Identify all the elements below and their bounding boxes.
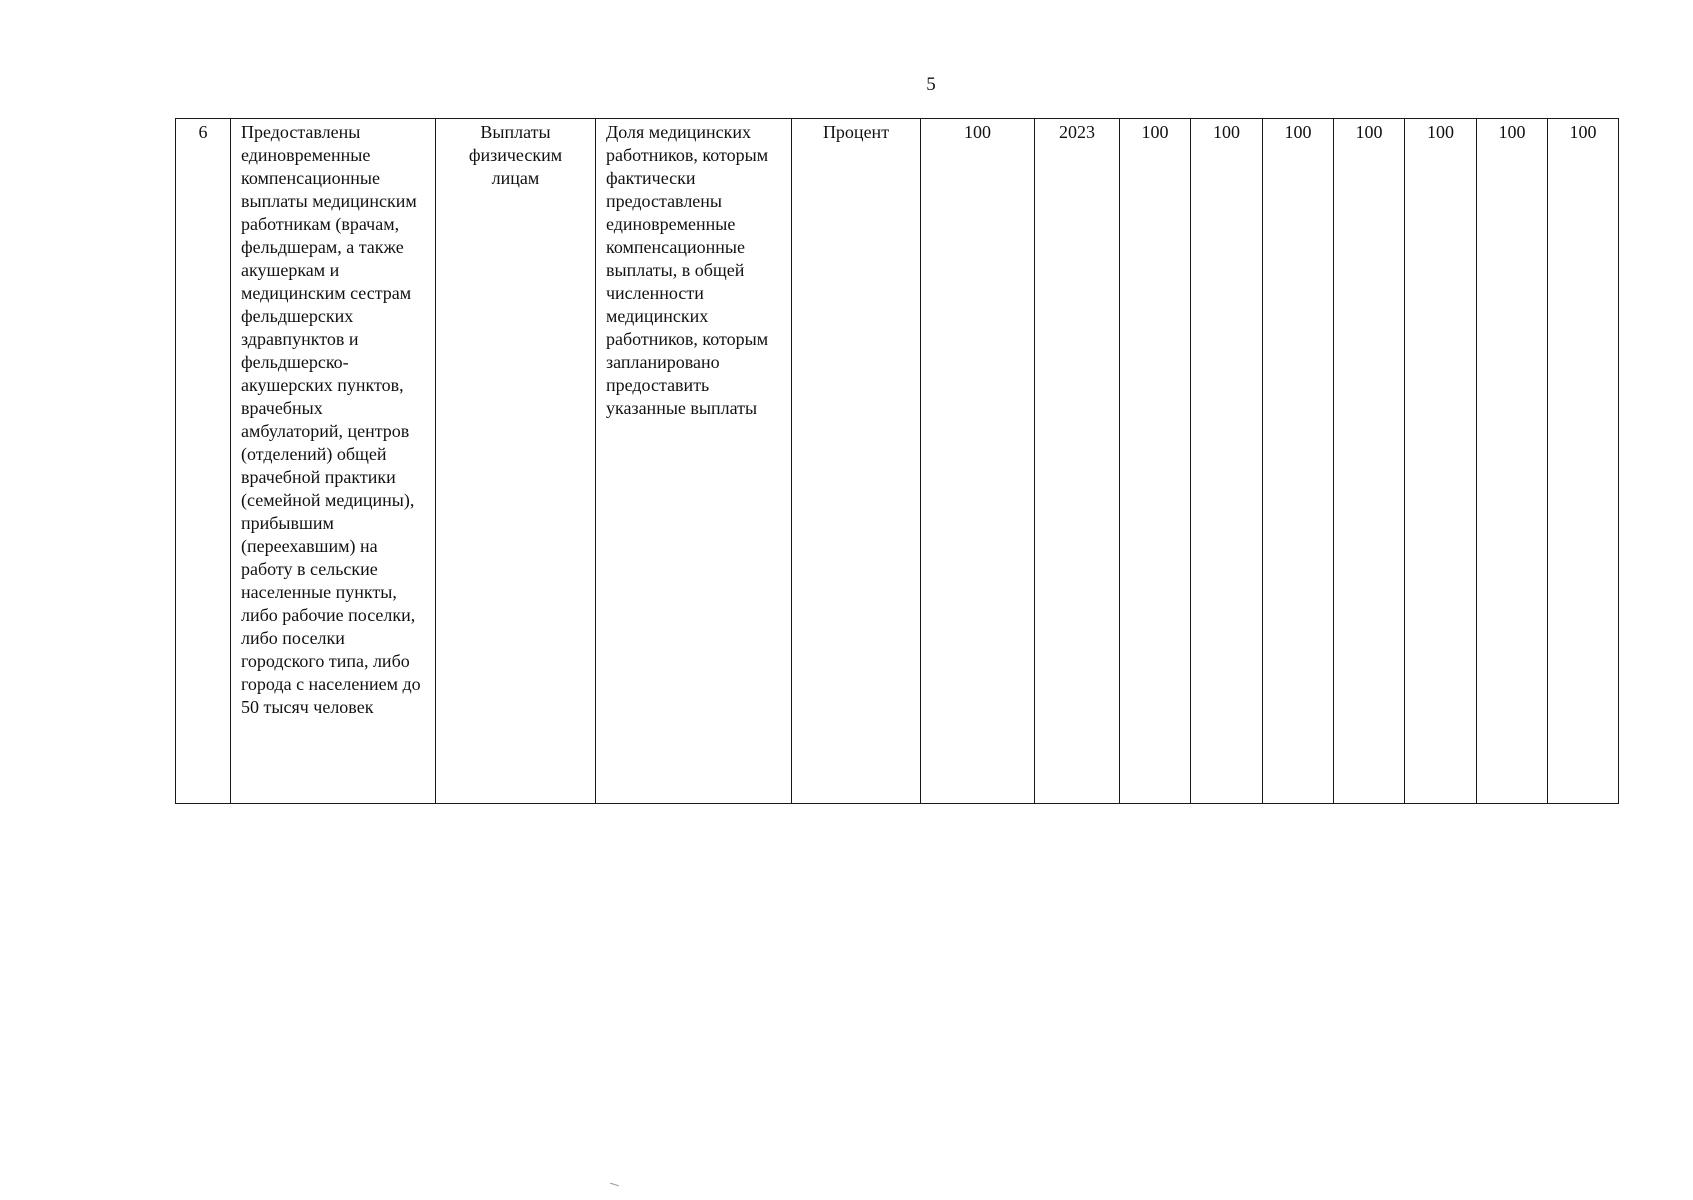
scan-artifact <box>610 1183 619 1187</box>
results-table <box>175 118 1619 804</box>
year-value-cell: 100 <box>1548 119 1619 804</box>
year-value-cell: 100 <box>1191 119 1263 804</box>
result-type-cell: Выплаты физическим лицам <box>436 119 596 804</box>
table-row <box>176 119 1619 804</box>
year-value-cell: 100 <box>1120 119 1191 804</box>
year-value-cell: 100 <box>1405 119 1477 804</box>
page-number: 5 <box>926 74 936 95</box>
year-value-cell: 100 <box>1477 119 1548 804</box>
base-year-cell: 2023 <box>1035 119 1120 804</box>
indicator-cell: Доля медицинских работников, которым фактически предоставлены единовременные компенсационные выплаты, в общей численности медицинских работников, которым запланировано предоставить указанные выплаты <box>596 119 792 804</box>
result-description-cell: Предоставлены единовременные компенсационные выплаты медицинским работникам (врачам, фельдшерам, а также акушеркам и медицинским сестрам фельдшерских здравпунктов и фельдшерско-акушерских пунктов, врачебных амбулаторий, центров (отделений) общей врачебной практики (семейной медицины), прибывшим (переехавшим) на работу в сельские населенные пункты, либо рабочие поселки, либо поселки городского типа, либо города с населением до 50 тысяч человек <box>231 119 436 804</box>
unit-cell: Процент <box>792 119 921 804</box>
base-value-cell: 100 <box>921 119 1035 804</box>
row-index-cell: 6 <box>176 119 231 804</box>
year-value-cell: 100 <box>1334 119 1405 804</box>
year-value-cell: 100 <box>1263 119 1334 804</box>
